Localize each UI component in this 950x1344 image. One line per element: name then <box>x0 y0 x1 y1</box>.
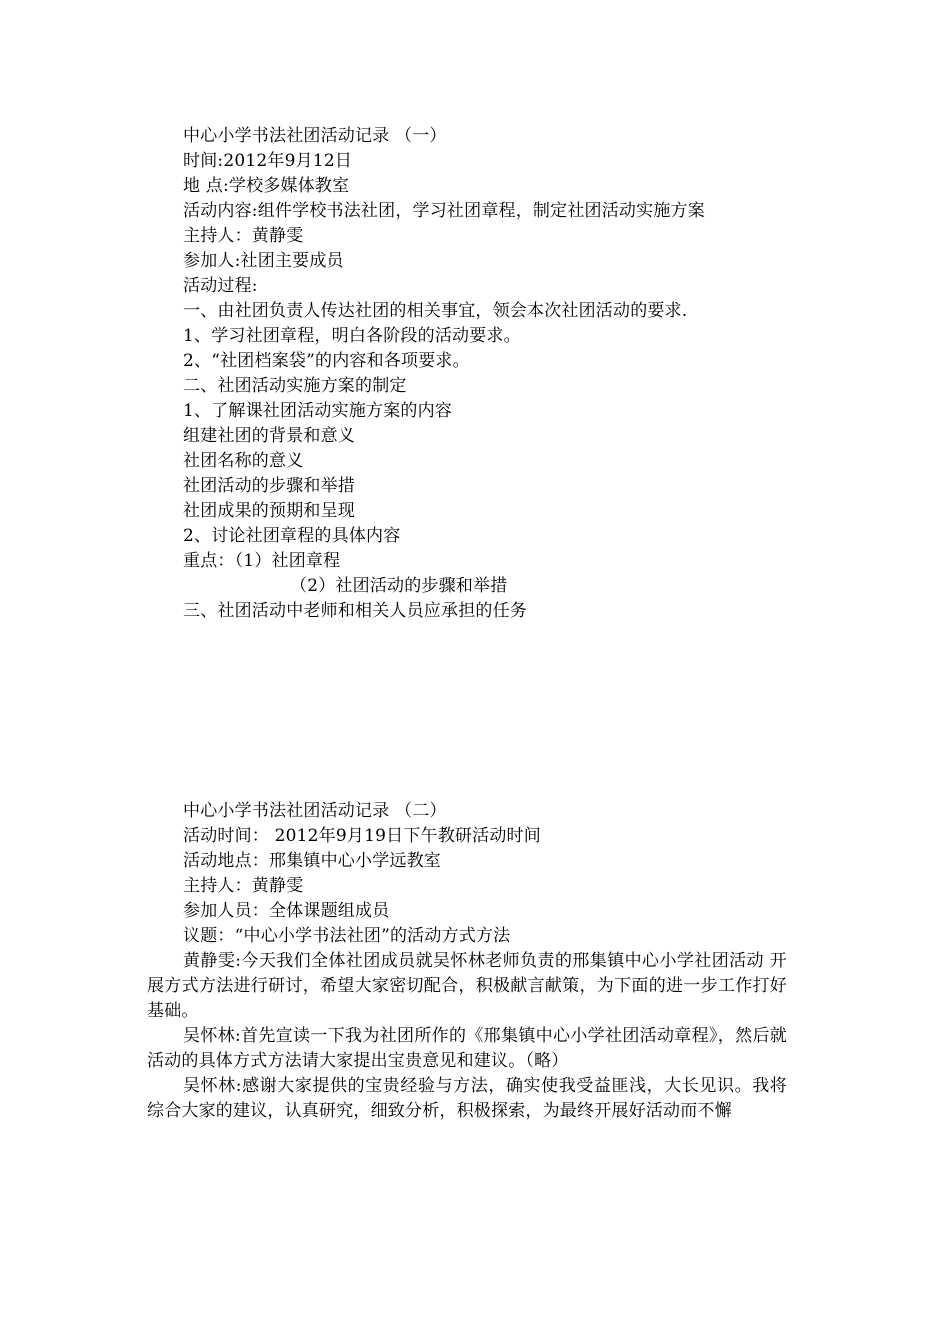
discussion-paragraph: 黄静雯:今天我们全体社团成员就吴怀林老师负责的邢集镇中心小学社团活动 开展方式方法进行研讨，希望大家密切配合，积极献言献策，为下面的进一步工作打好基础。 <box>147 951 787 1021</box>
record1-time: 时间:2012年9月12日 <box>183 151 353 171</box>
record2-time: 活动时间： 2012年9月19日下午教研活动时间 <box>183 826 541 846</box>
process-line: 社团活动的步骤和举措 <box>183 476 355 496</box>
process-line: 社团名称的意义 <box>183 451 304 471</box>
record2-title: 中心小学书法社团活动记录 （二） <box>183 801 447 821</box>
process-line: 重点：（1）社团章程 <box>183 551 341 571</box>
process-line: 2、讨论社团章程的具体内容 <box>183 526 401 546</box>
process-line: 三、社团活动中老师和相关人员应承担的任务 <box>183 601 527 621</box>
record2-host: 主持人：黄静雯 <box>183 876 304 896</box>
process-line: 2、“社团档案袋”的内容和各项要求。 <box>183 351 470 371</box>
process-line: 组建社团的背景和意义 <box>183 426 355 446</box>
record1-process-heading: 活动过程: <box>183 276 258 296</box>
record1-place: 地 点:学校多媒体教室 <box>183 176 350 196</box>
process-line: 一、由社团负责人传达社团的相关事宜，领会本次社团活动的要求. <box>183 301 688 321</box>
process-line: 1、了解课社团活动实施方案的内容 <box>183 401 453 421</box>
record2-place: 活动地点：邢集镇中心小学远教室 <box>183 851 441 871</box>
record1-title: 中心小学书法社团活动记录 （一） <box>183 126 447 146</box>
record2-topic: 议题：“中心小学书法社团”的活动方式方法 <box>183 926 511 946</box>
discussion-paragraph: 吴怀林:感谢大家提供的宝贵经验与方法，确实使我受益匪浅，大长见识。我将综合大家的建议，认真研究，细致分析，积极探索，为最终开展好活动而不懈 <box>147 1076 787 1121</box>
discussion-paragraph: 吴怀林:首先宣读一下我为社团所作的《邢集镇中心小学社团活动章程》，然后就活动的具体方式方法请大家提出宝贵意见和建议。（略） <box>147 1026 787 1071</box>
record1-host: 主持人：黄静雯 <box>183 226 304 246</box>
process-line: 社团成果的预期和呈现 <box>183 501 355 521</box>
record1-content: 活动内容:组件学校书法社团，学习社团章程，制定社团活动实施方案 <box>183 201 705 221</box>
process-line: 二、社团活动实施方案的制定 <box>183 376 407 396</box>
process-line: （2）社团活动的步骤和举措 <box>290 576 508 596</box>
record2-participants: 参加人员：全体课题组成员 <box>183 901 390 921</box>
process-line: 1、学习社团章程，明白各阶段的活动要求。 <box>183 326 521 346</box>
record1-participants: 参加人:社团主要成员 <box>183 251 344 271</box>
